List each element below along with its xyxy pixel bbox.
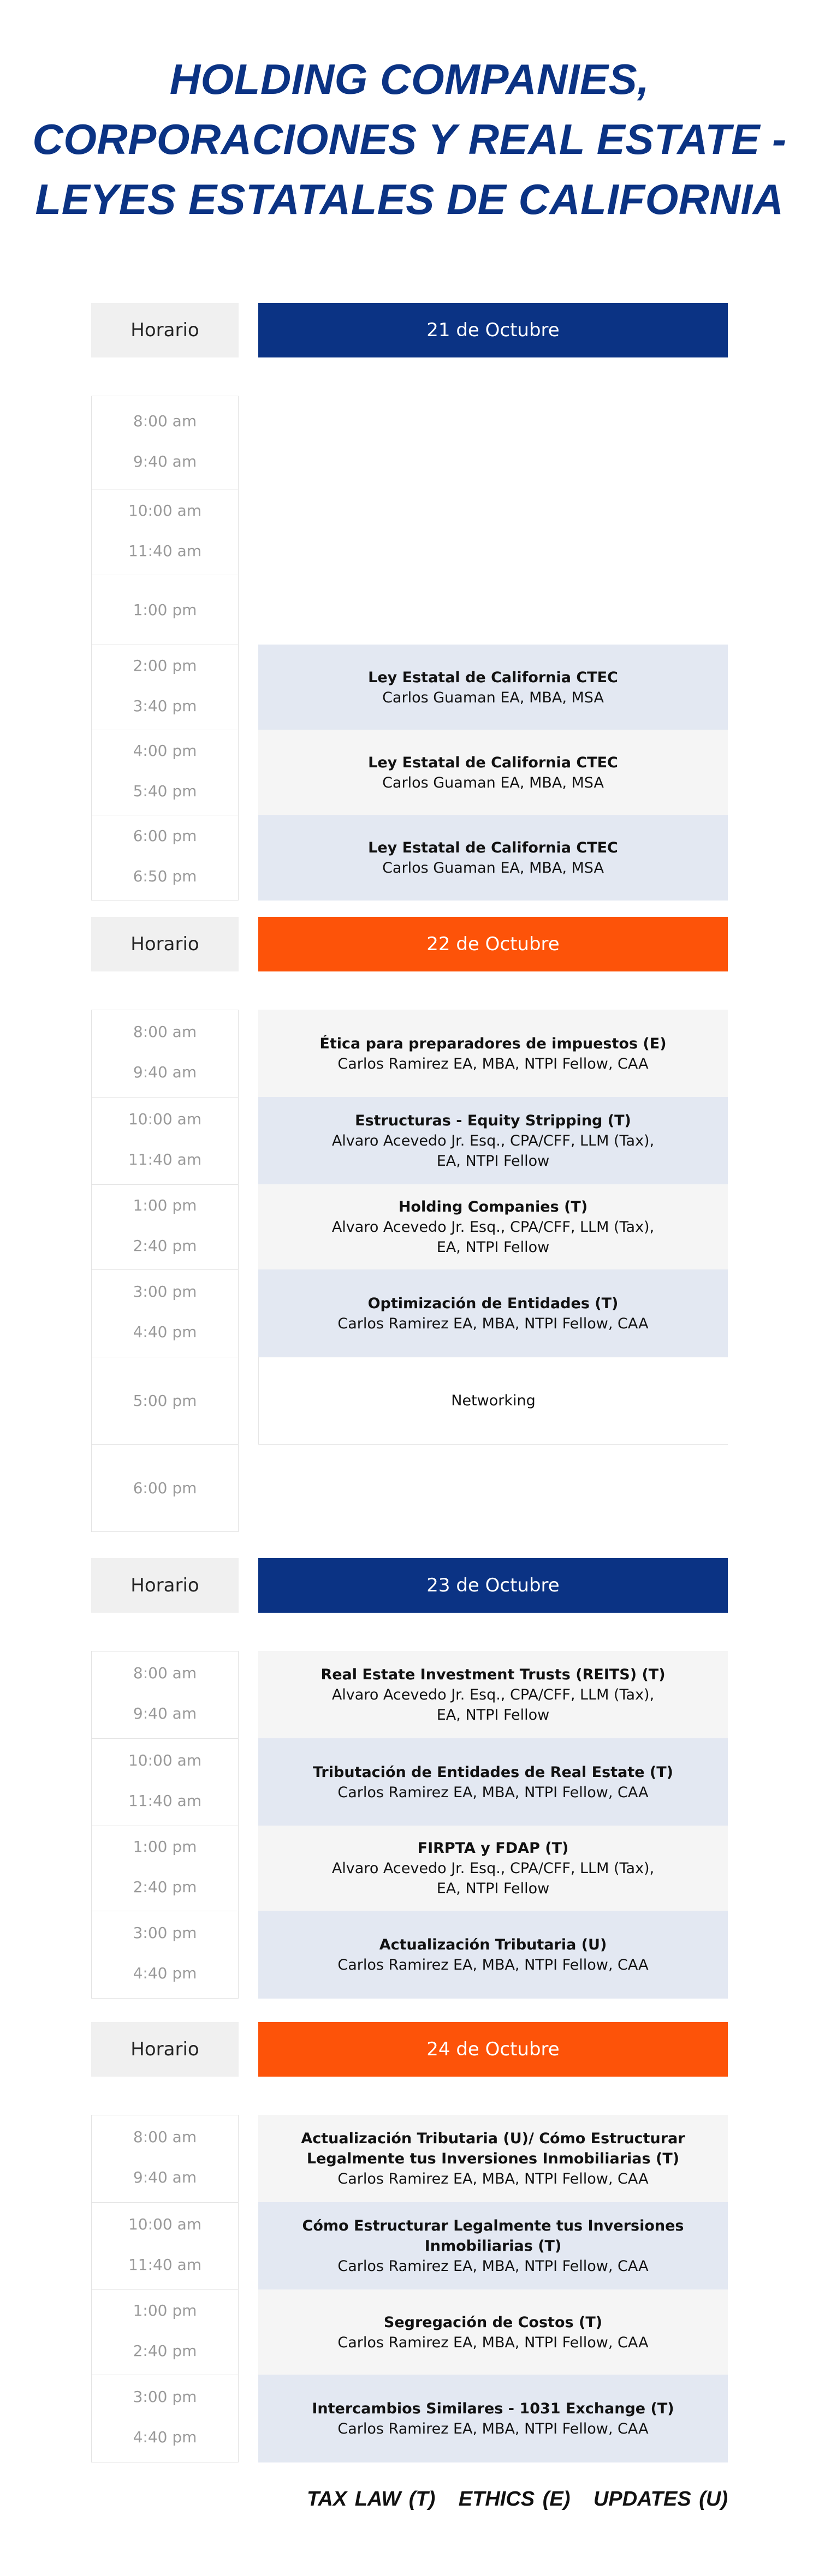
session-block (258, 1357, 728, 1445)
time-slot (92, 2290, 238, 2375)
session-speaker: Carlos Guaman EA, MBA, MSA (382, 774, 604, 791)
start-time: 1:00 pm (133, 1838, 197, 1856)
session-speaker: Carlos Ramirez EA, MBA, NTPI Fellow, CAA (337, 1055, 649, 1072)
time-column (91, 1010, 239, 1532)
end-time: 9:40 am (133, 1704, 197, 1722)
start-time: 10:00 am (128, 1751, 202, 1769)
time-column (91, 1651, 239, 1999)
start-time: 4:00 pm (133, 742, 197, 760)
session-title: Segregación de Costos (T) (383, 2313, 603, 2331)
session-block (258, 1738, 728, 1826)
session-title: Optimización de Entidades (T) (367, 1295, 619, 1312)
start-time: 5:00 pm (133, 1392, 197, 1410)
start-time: 10:00 am (128, 2215, 202, 2233)
time-slot (92, 2115, 238, 2203)
day-date: 24 de Octubre (258, 2022, 728, 2077)
session-speaker: EA, NTPI Fellow (436, 1239, 550, 1256)
time-slot (92, 1445, 238, 1532)
session-block (258, 1010, 728, 1098)
day-header (0, 917, 819, 971)
session-block (258, 1651, 728, 1739)
session-block (258, 815, 728, 901)
time-slot (92, 2203, 238, 2290)
end-time: 11:40 am (128, 542, 202, 560)
time-column (91, 396, 239, 901)
time-slot (92, 1098, 238, 1185)
session-speaker: Alvaro Acevedo Jr. Esq., CPA/CFF, LLM (Tax), (331, 1686, 655, 1703)
session-speaker: Alvaro Acevedo Jr. Esq., CPA/CFF, LLM (Tax), (331, 1219, 655, 1236)
session-speaker: Carlos Guaman EA, MBA, MSA (382, 689, 604, 706)
session-speaker: Carlos Guaman EA, MBA, MSA (382, 859, 604, 876)
session-block (258, 2289, 728, 2375)
session-block (258, 1911, 728, 1999)
session-title: Estructuras - Equity Stripping (T) (355, 1112, 631, 1129)
session-title: Intercambios Similares - 1031 Exchange (T) (312, 2400, 674, 2417)
session-speaker: EA, NTPI Fellow (436, 1707, 550, 1724)
session-speaker: Carlos Ramirez EA, MBA, NTPI Fellow, CAA (337, 2170, 649, 2187)
schedule-label: Horario (91, 303, 239, 357)
title-line: LEYES ESTATALES DE CALIFORNIA (35, 175, 784, 223)
session-title: Ley Estatal de California CTEC (368, 839, 618, 856)
session-speaker: Carlos Ramirez EA, MBA, NTPI Fellow, CAA (337, 1784, 649, 1801)
start-time: 3:00 pm (133, 1283, 197, 1301)
end-time: 9:40 am (133, 1063, 197, 1081)
session-title: Real Estate Investment Trusts (REITS) (T) (321, 1666, 666, 1683)
session-speaker: Carlos Ramirez EA, MBA, NTPI Fellow, CAA (337, 2420, 649, 2437)
session-block (258, 2115, 728, 2203)
start-time: 10:00 am (128, 502, 202, 520)
session-block (258, 2375, 728, 2462)
session-block (258, 1826, 728, 1911)
start-time: 3:00 pm (133, 2388, 197, 2406)
session-block (258, 645, 728, 730)
session-speaker: Alvaro Acevedo Jr. Esq., CPA/CFF, LLM (Tax), (331, 1132, 655, 1149)
session-block (258, 2202, 728, 2290)
end-time: 11:40 am (128, 1792, 202, 1810)
session-speaker: EA, NTPI Fellow (436, 1880, 550, 1897)
time-slot (92, 1010, 238, 1098)
title-line: HOLDING COMPANIES, (169, 55, 650, 103)
start-time: 1:00 pm (133, 601, 197, 619)
time-slot (92, 1739, 238, 1826)
day-date: 23 de Octubre (258, 1558, 728, 1613)
end-time: 4:40 pm (133, 1323, 197, 1341)
session-title: Ley Estatal de California CTEC (368, 669, 618, 686)
time-slot (92, 645, 238, 730)
session-title: Holding Companies (T) (398, 1198, 588, 1215)
end-time: 2:40 pm (133, 1237, 197, 1255)
session-speaker: EA, NTPI Fellow (436, 1153, 550, 1170)
day-date: 22 de Octubre (258, 917, 728, 971)
session-block (258, 1269, 728, 1357)
time-slot (92, 1911, 238, 1999)
start-time: 3:00 pm (133, 1924, 197, 1942)
day-header (0, 2022, 819, 2077)
time-column (91, 2115, 239, 2462)
session-block (258, 730, 728, 815)
session-speaker: Networking (451, 1392, 536, 1409)
end-time: 3:40 pm (133, 697, 197, 715)
time-slot (92, 1826, 238, 1911)
end-time: 2:40 pm (133, 2342, 197, 2360)
session-title: Cómo Estructurar Legalmente tus Inversiones Inmobiliarias (T) (302, 2217, 684, 2255)
time-slot (92, 815, 238, 901)
start-time: 1:00 pm (133, 1196, 197, 1214)
end-time: 2:40 pm (133, 1878, 197, 1896)
session-speaker: Alvaro Acevedo Jr. Esq., CPA/CFF, LLM (Tax), (331, 1860, 655, 1877)
start-time: 2:00 pm (133, 657, 197, 675)
start-time: 8:00 am (133, 412, 197, 430)
schedule-label: Horario (91, 1558, 239, 1613)
end-time: 9:40 am (133, 452, 197, 470)
end-time: 11:40 am (128, 1150, 202, 1168)
time-slot (92, 1357, 238, 1445)
session-title: FIRPTA y FDAP (T) (417, 1840, 569, 1857)
session-speaker: Carlos Ramirez EA, MBA, NTPI Fellow, CAA (337, 2258, 649, 2275)
end-time: 9:40 am (133, 2168, 197, 2186)
session-speaker: Carlos Ramirez EA, MBA, NTPI Fellow, CAA (337, 2334, 649, 2351)
session-block (258, 1097, 728, 1185)
session-title: Ética para preparadores de impuestos (E) (319, 1035, 667, 1052)
legend-updates: UPDATES (U) (593, 2488, 728, 2511)
page-title (0, 49, 819, 229)
start-time: 8:00 am (133, 1664, 197, 1682)
start-time: 6:00 pm (133, 1479, 197, 1497)
session-title: Ley Estatal de California CTEC (368, 754, 618, 771)
session-speaker: Carlos Ramirez EA, MBA, NTPI Fellow, CAA (337, 1956, 649, 1973)
day-header (0, 1558, 819, 1613)
time-slot (92, 575, 238, 645)
schedule-label: Horario (91, 2022, 239, 2077)
time-slot (92, 1185, 238, 1270)
session-title: Actualización Tributaria (U)/ Cómo Estructurar Legalmente tus Inversiones Inmobiliarias (T) (301, 2130, 685, 2167)
time-slot (92, 1651, 238, 1739)
start-time: 8:00 am (133, 1023, 197, 1041)
session-speaker: Carlos Ramirez EA, MBA, NTPI Fellow, CAA (337, 1315, 649, 1332)
end-time: 5:40 pm (133, 782, 197, 800)
start-time: 8:00 am (133, 2128, 197, 2146)
time-slot (92, 730, 238, 815)
day-header (0, 303, 819, 357)
session-title: Tributación de Entidades de Real Estate (T) (312, 1763, 674, 1781)
session-block (258, 1184, 728, 1270)
end-time: 4:40 pm (133, 1964, 197, 1982)
end-time: 4:40 pm (133, 2428, 197, 2446)
legend-tax-law: TAX LAW (T) (306, 2488, 436, 2511)
legend (292, 2488, 728, 2511)
start-time: 1:00 pm (133, 2301, 197, 2319)
day-date: 21 de Octubre (258, 303, 728, 357)
start-time: 6:00 pm (133, 827, 197, 845)
session-title: Actualización Tributaria (U) (379, 1936, 607, 1953)
legend-ethics: ETHICS (E) (458, 2488, 571, 2511)
end-time: 11:40 am (128, 2256, 202, 2274)
start-time: 10:00 am (128, 1110, 202, 1128)
schedule-label: Horario (91, 917, 239, 971)
end-time: 6:50 pm (133, 867, 197, 885)
time-slot (92, 2375, 238, 2462)
time-slot (92, 490, 238, 575)
time-slot (92, 1270, 238, 1357)
title-line: CORPORACIONES Y REAL ESTATE - (32, 115, 787, 163)
time-slot (92, 396, 238, 490)
